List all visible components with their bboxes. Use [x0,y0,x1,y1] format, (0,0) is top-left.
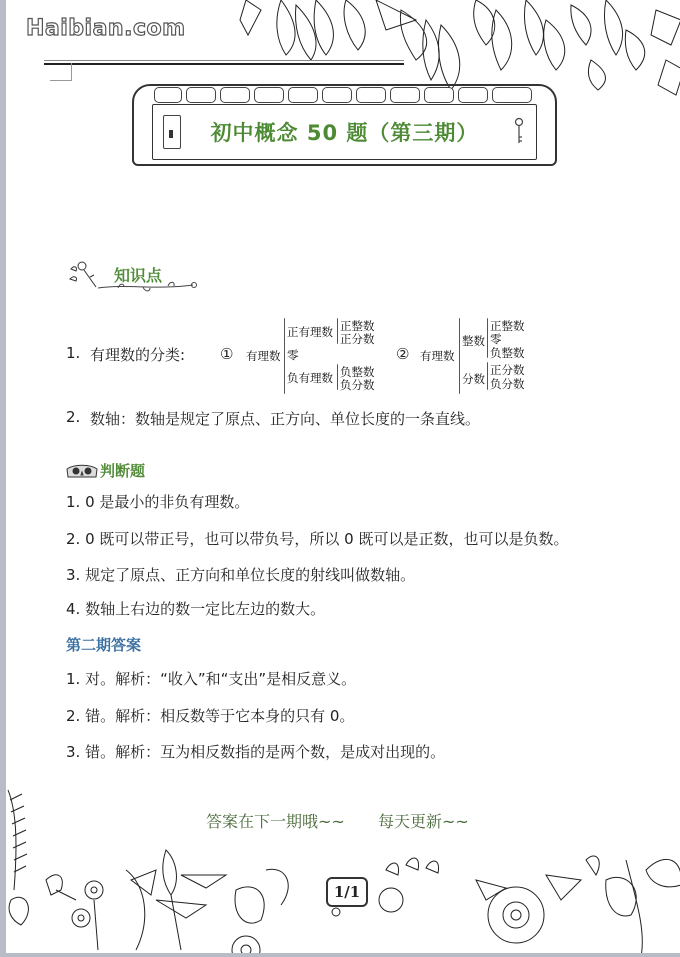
document-page [6,0,680,953]
scheme-2-leaf: 正整数 [490,319,525,333]
stone [186,87,216,103]
judge-item: 1. 0 是最小的非负有理数。 [66,493,250,511]
brace [487,318,488,358]
answers-heading [66,634,141,655]
site-logo[interactable]: Haibian.com [26,16,186,41]
scheme-2-root: 有理数 [420,349,455,363]
judge-item: 4. 数轴上右边的数一定比左边的数大。 [66,600,326,618]
header-rule-thin [44,60,404,61]
brace [337,364,338,390]
title-plaque [152,104,537,160]
brace [337,318,338,344]
knowledge-heading-text: 知识点 [114,265,163,285]
footer-note-next: 答案在下一期哦~~ [206,812,345,831]
stone [390,87,420,103]
scheme-1-leaf: 负分数 [340,378,375,392]
scheme-2-branch-fraction: 分数 [462,372,485,386]
vine-decoration-icon [68,280,200,294]
page-title: 初中概念 50 题（第三期） [210,121,479,145]
stone [492,87,532,103]
judge-item: 2. 0 既可以带正号，也可以带负号，所以 0 既可以是正数，也可以是负数。 [66,530,569,548]
crop-mark [50,63,72,81]
page-number-badge: 1/1 [326,877,368,907]
footer-note-daily: 每天更新~~ [378,812,469,831]
viewer-bottom-edge [0,953,680,957]
knowledge-item-1-label: 有理数的分类: [90,346,186,364]
scheme-1-branch-positive: 正有理数 [287,325,333,339]
stone [458,87,488,103]
scheme-2-leaf: 负整数 [490,346,525,360]
scheme-1-leaf: 负整数 [340,365,375,379]
judge-heading [66,460,145,481]
stone [220,87,250,103]
title-banner [132,84,557,166]
scheme-2-leaf: 负分数 [490,377,525,391]
stone [356,87,386,103]
answer-item: 3. 错。解析：互为相反数指的是两个数，是成对出现的。 [66,743,446,761]
stone [154,87,182,103]
brace [487,362,488,390]
scheme-2-leaf: 正分数 [490,363,525,377]
answer-item: 1. 对。解析：“收入”和“支出”是相反意义。 [66,670,357,688]
header-rule [44,63,404,65]
scheme-2-marker: ② [396,345,410,363]
answer-item: 2. 错。解析：相反数等于它本身的只有 0。 [66,707,355,725]
stone [322,87,352,103]
stone [254,87,284,103]
knowledge-item-2-text: 数轴：数轴是规定了原点、正方向、单位长度的一条直线。 [90,410,481,428]
scheme-1-leaf: 正分数 [340,332,375,346]
stone [424,87,454,103]
scheme-2-leaf: 零 [490,332,502,346]
scheme-1-marker: ① [220,345,234,363]
scheme-2-branch-integer: 整数 [462,334,485,348]
brace [284,318,285,394]
brace [459,318,460,394]
stone [288,87,318,103]
scheme-1-root: 有理数 [246,349,281,363]
scheme-1-branch-zero: 零 [287,348,299,362]
judge-item: 3. 规定了原点、正方向和单位长度的射线叫做数轴。 [66,566,416,584]
judge-heading-text: 判断题 [100,462,146,480]
answers-heading-text: 第二期答案 [66,636,142,654]
scheme-1-branch-negative: 负有理数 [287,371,333,385]
scheme-1-leaf: 正整数 [340,319,375,333]
knowledge-item-1-number: 1. [66,344,81,362]
owl-icon [66,463,98,479]
knowledge-item-2-number: 2. [66,408,81,426]
